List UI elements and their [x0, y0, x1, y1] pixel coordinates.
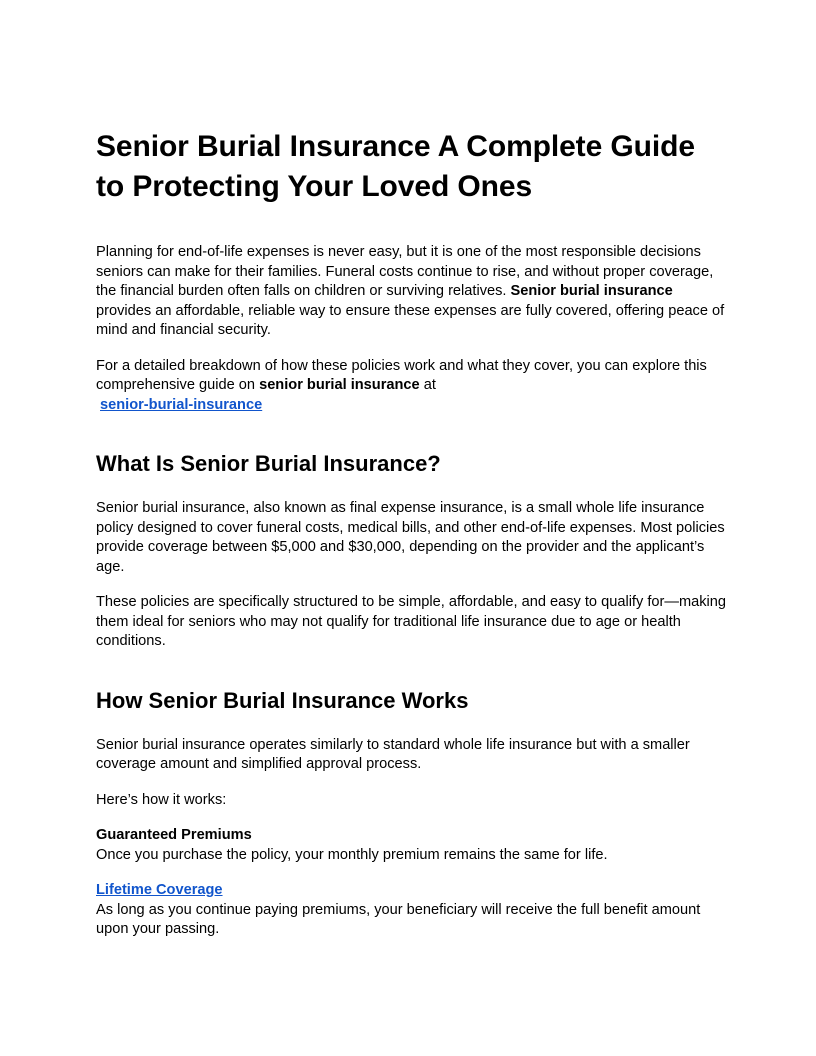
section1-paragraph-1: Senior burial insurance, also known as final expense insurance, is a small whole life insurance policy designed to cover funeral costs, medical bills, and other end-of-life expenses. Most policies provide coverage between $5,000 and $30,000, depending on the provider and the applicant’s age.	[96, 500, 725, 575]
item-text-guaranteed-premiums: Once you purchase the policy, your monthly premium remains the same for life.	[96, 846, 608, 863]
section2-paragraph-2: Here’s how it works:	[96, 791, 227, 808]
intro-p2-text-b: at	[419, 377, 436, 393]
list-item-guaranteed-premiums	[96, 826, 726, 865]
intro-p2-text-a: For a detailed breakdown of how these policies work and what they cover, you can explore this comprehensive guide on	[96, 357, 707, 393]
intro-paragraph-1	[96, 243, 726, 341]
lifetime-coverage-link[interactable]: Lifetime Coverage	[96, 882, 223, 898]
intro-paragraph-2	[96, 357, 726, 416]
intro-p1-bold: Senior burial insurance	[510, 283, 673, 299]
item-title-guaranteed-premiums: Guaranteed Premiums	[96, 827, 252, 843]
item-text-lifetime-coverage: As long as you continue paying premiums, your beneficiary will receive the full benefit amount upon your passing.	[96, 901, 701, 937]
section-heading-how-it-works: How Senior Burial Insurance Works	[96, 687, 469, 713]
section-heading-what-is: What Is Senior Burial Insurance?	[96, 451, 441, 476]
page-title: Senior Burial Insurance A Complete Guide to Protecting Your Loved Ones	[96, 130, 695, 203]
document-page	[96, 127, 726, 956]
intro-p1-text-b: provides an affordable, reliable way to ensure these expenses are fully covered, offering peace of mind and financial security.	[96, 302, 725, 338]
intro-p1-text-a: Planning for end-of-life expenses is never easy, but it is one of the most responsible decisions seniors can make for their families. Funeral costs continue to rise, and without proper coverage, the financial burden often falls on children or surviving relatives.	[96, 244, 714, 299]
senior-burial-insurance-link[interactable]: senior-burial-insurance	[100, 396, 263, 413]
section1-paragraph-2: These policies are specifically structured to be simple, affordable, and easy to qualify for—making them ideal for seniors who may not qualify for traditional life insurance due to age or health conditions.	[96, 594, 727, 649]
section2-paragraph-1: Senior burial insurance operates similarly to standard whole life insurance but with a smaller coverage amount and simplified approval process.	[96, 736, 690, 772]
intro-p2-bold: senior burial insurance	[259, 377, 420, 393]
list-item-lifetime-coverage	[96, 881, 726, 940]
